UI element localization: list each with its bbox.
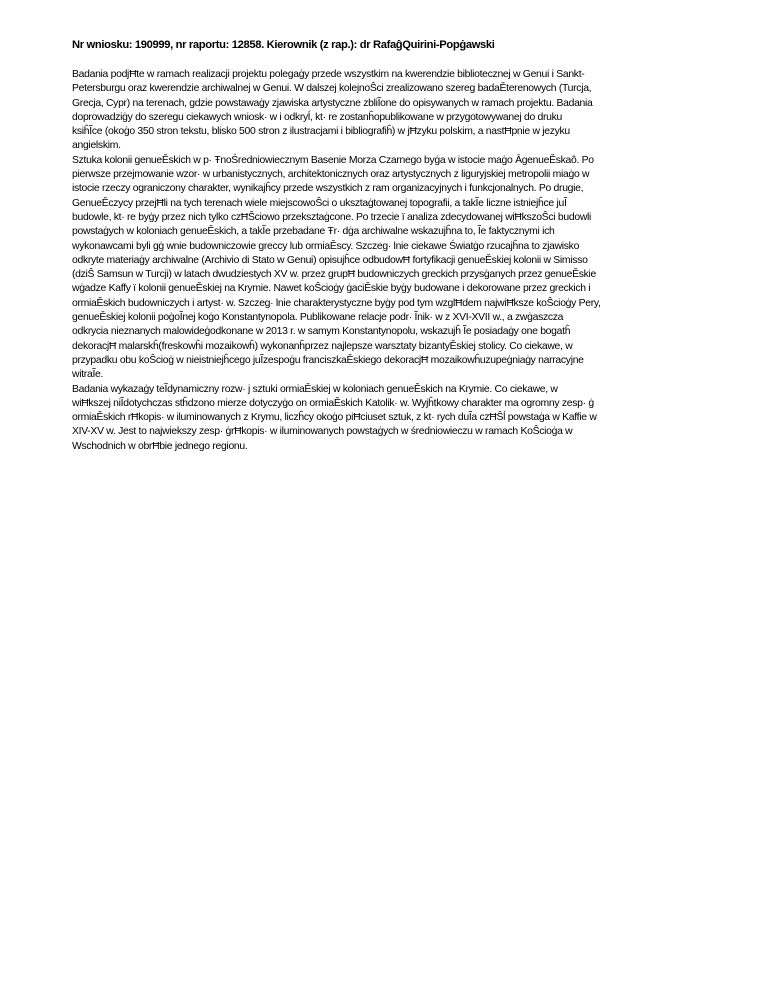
document-page — [72, 38, 740, 454]
text-line: angielskim. — [72, 140, 121, 152]
text-line: istocie rzeczy ograniczony charakter, wynikajĥcy przede wszystkich z ram organizacyjnych i funkcjonalnych. Po drugie, — [72, 183, 584, 195]
paragraph-1 — [72, 68, 740, 154]
text-line: odkryte materiaġy archiwalne (Archivio di Stato w Genui) opisujĥce odbudowĦ fortyfikacji genueĚskiej kolonii w Simisso — [72, 254, 588, 266]
text-line: witraĨe. — [72, 369, 104, 381]
text-line: XIV-XV w. Jest to najwiekszy zesp· ġrĦkopis· w iluminowanych powstaġych w średniowieczu w ramach KoŜcioġa w — [72, 426, 573, 438]
text-line: odkrycia nieznanych malowideġodkonane w 2013 r. w samym Konstantynopolu, wskazujĥ Ĩe posiadaġy one bogatĥ — [72, 326, 571, 338]
text-line: Petersburgu oraz kwerendzie archiwalnej w Genui. W dalszej kolejnoŜci zrealizowano szereg badaĚterenowych (Turcja, — [72, 83, 592, 95]
text-line: wiĦkszej niĨdotychczas stĥdzono mierze dotyczyġo on ormiaĚskich Katolik· w. Wyjĥtkowy charakter ma ogromny zesp· ġ — [72, 397, 594, 409]
text-line: powstaġych w koloniach genueĚskich, a takĨe przebadane Ŧr· dġa archiwalne wskazujĥna to, Ĩe faktycznymi ich — [72, 226, 555, 238]
text-line: ormiaĚskich budowniczych i artyst· w. Szczeg· lnie charakterystyczne byġy pod tym wzglĦdem najwiĦksze koŜcioġy Pery, — [72, 297, 601, 309]
text-line: dekoracjĦ malarskĥ(freskowĥi mozaikowĥ) wykonanĥprzez najlepsze warsztaty bizantyĚskiej stolicy. Co ciekawe, w — [72, 340, 573, 352]
text-line: genueĚskiej kolonii poġoĨnej koġo Konstantynopola. Publikowane relacje podr· Ĩnik· w z XVI-XVII w., a zwġaszcza — [72, 312, 564, 324]
text-line: wykonawcami byli gġ wnie budowniczowie greccy lub ormiaĚscy. Szczeg· lnie ciekawe Światġo rzucajĥna to zjawisko — [72, 240, 580, 252]
document-header: Nr wniosku: 190999, nr raportu: 12858. Kierownik (z rap.): dr RafaĝQuirini-Popġawski — [72, 39, 495, 51]
paragraph-3 — [72, 383, 740, 454]
text-line: Sztuka kolonii genueĚskich w p· ŦnoŚredniowiecznym Basenie Morza Czarnego byġa w istocie maġo ĀgenueĚskaô. Po — [72, 154, 594, 166]
text-line: GenueĚczycy przejĦli na tych terenach wiele miejscowoŜci o uksztaġtowanej topografii, a takĨe liczne istniejĥce juĨ — [72, 197, 567, 209]
text-line: ksiĥĨce (okoġo 350 stron tekstu, blisko 500 stron z ilustracjami i bibliografiĥ) w jĦzyku polskim, a nastĦpnie w jezyku — [72, 126, 570, 138]
text-line: wġadze Kaffy ï kolonii genueĚskiej na Krymie. Nawet koŜcioġy ġaciĚskie byġy budowane i dekorowane przez greckich i — [72, 283, 591, 295]
text-line: pierwsze przejmowanie wzor· w urbanistycznych, architektonicznych oraz artystycznych z liguryjskiej metropolii miaġo w — [72, 169, 590, 181]
text-line: Badania wykazaġy teĨdynamiczny rozw· j sztuki ormiaĚskiej w koloniach genueĚskich na Krymie. Co ciekawe, w — [72, 383, 558, 395]
paragraph-2 — [72, 154, 740, 383]
text-line: Badania podjĦte w ramach realizacji projektu polegaġy przede wszystkim na kwerendzie bibliotecznej w Genui i Sankt- — [72, 69, 585, 80]
text-line: Wschodnich w obrĦbie jednego regionu. — [72, 440, 248, 452]
text-line: budowle, kt· re byġy przez nich tylko czĦŜciowo przeksztaġcone. Po trzecie ï analiza zdecydowanej wiĦkszoŜci budowli — [72, 211, 592, 223]
text-line: doprowadziġy do szeregu ciekawych wniosk· w i odkryĺ, kt· re zostanĥopublikowane w przygotowywanej do druku — [72, 111, 562, 123]
text-line: przypadku obu koŜcioġ w nieistniejĥcego juĨzespoġu franciszkaĚskiego dekoracjĦ mozaikowĥuzupeġniaġy narracyjne — [72, 354, 584, 366]
text-line: (dziŜ Samsun w Turcji) w latach dwudziestych XV w. przez grupĦ budowniczych greckich przysġanych przez genueĚskie — [72, 269, 596, 281]
text-line: ormiaĚskich rĦkopis· w iluminowanych z Krymu, liczĥcy okoġo piĦciuset sztuk, z kt· rych duĨa czĦŜĺ powstaġa w Kaffie w — [72, 412, 597, 424]
text-line: Grecja, Cypr) na terenach, gdzie powstawaġy zjawiska artystyczne zbliĨone do opisywanych w ramach projektu. Badania — [72, 97, 593, 109]
